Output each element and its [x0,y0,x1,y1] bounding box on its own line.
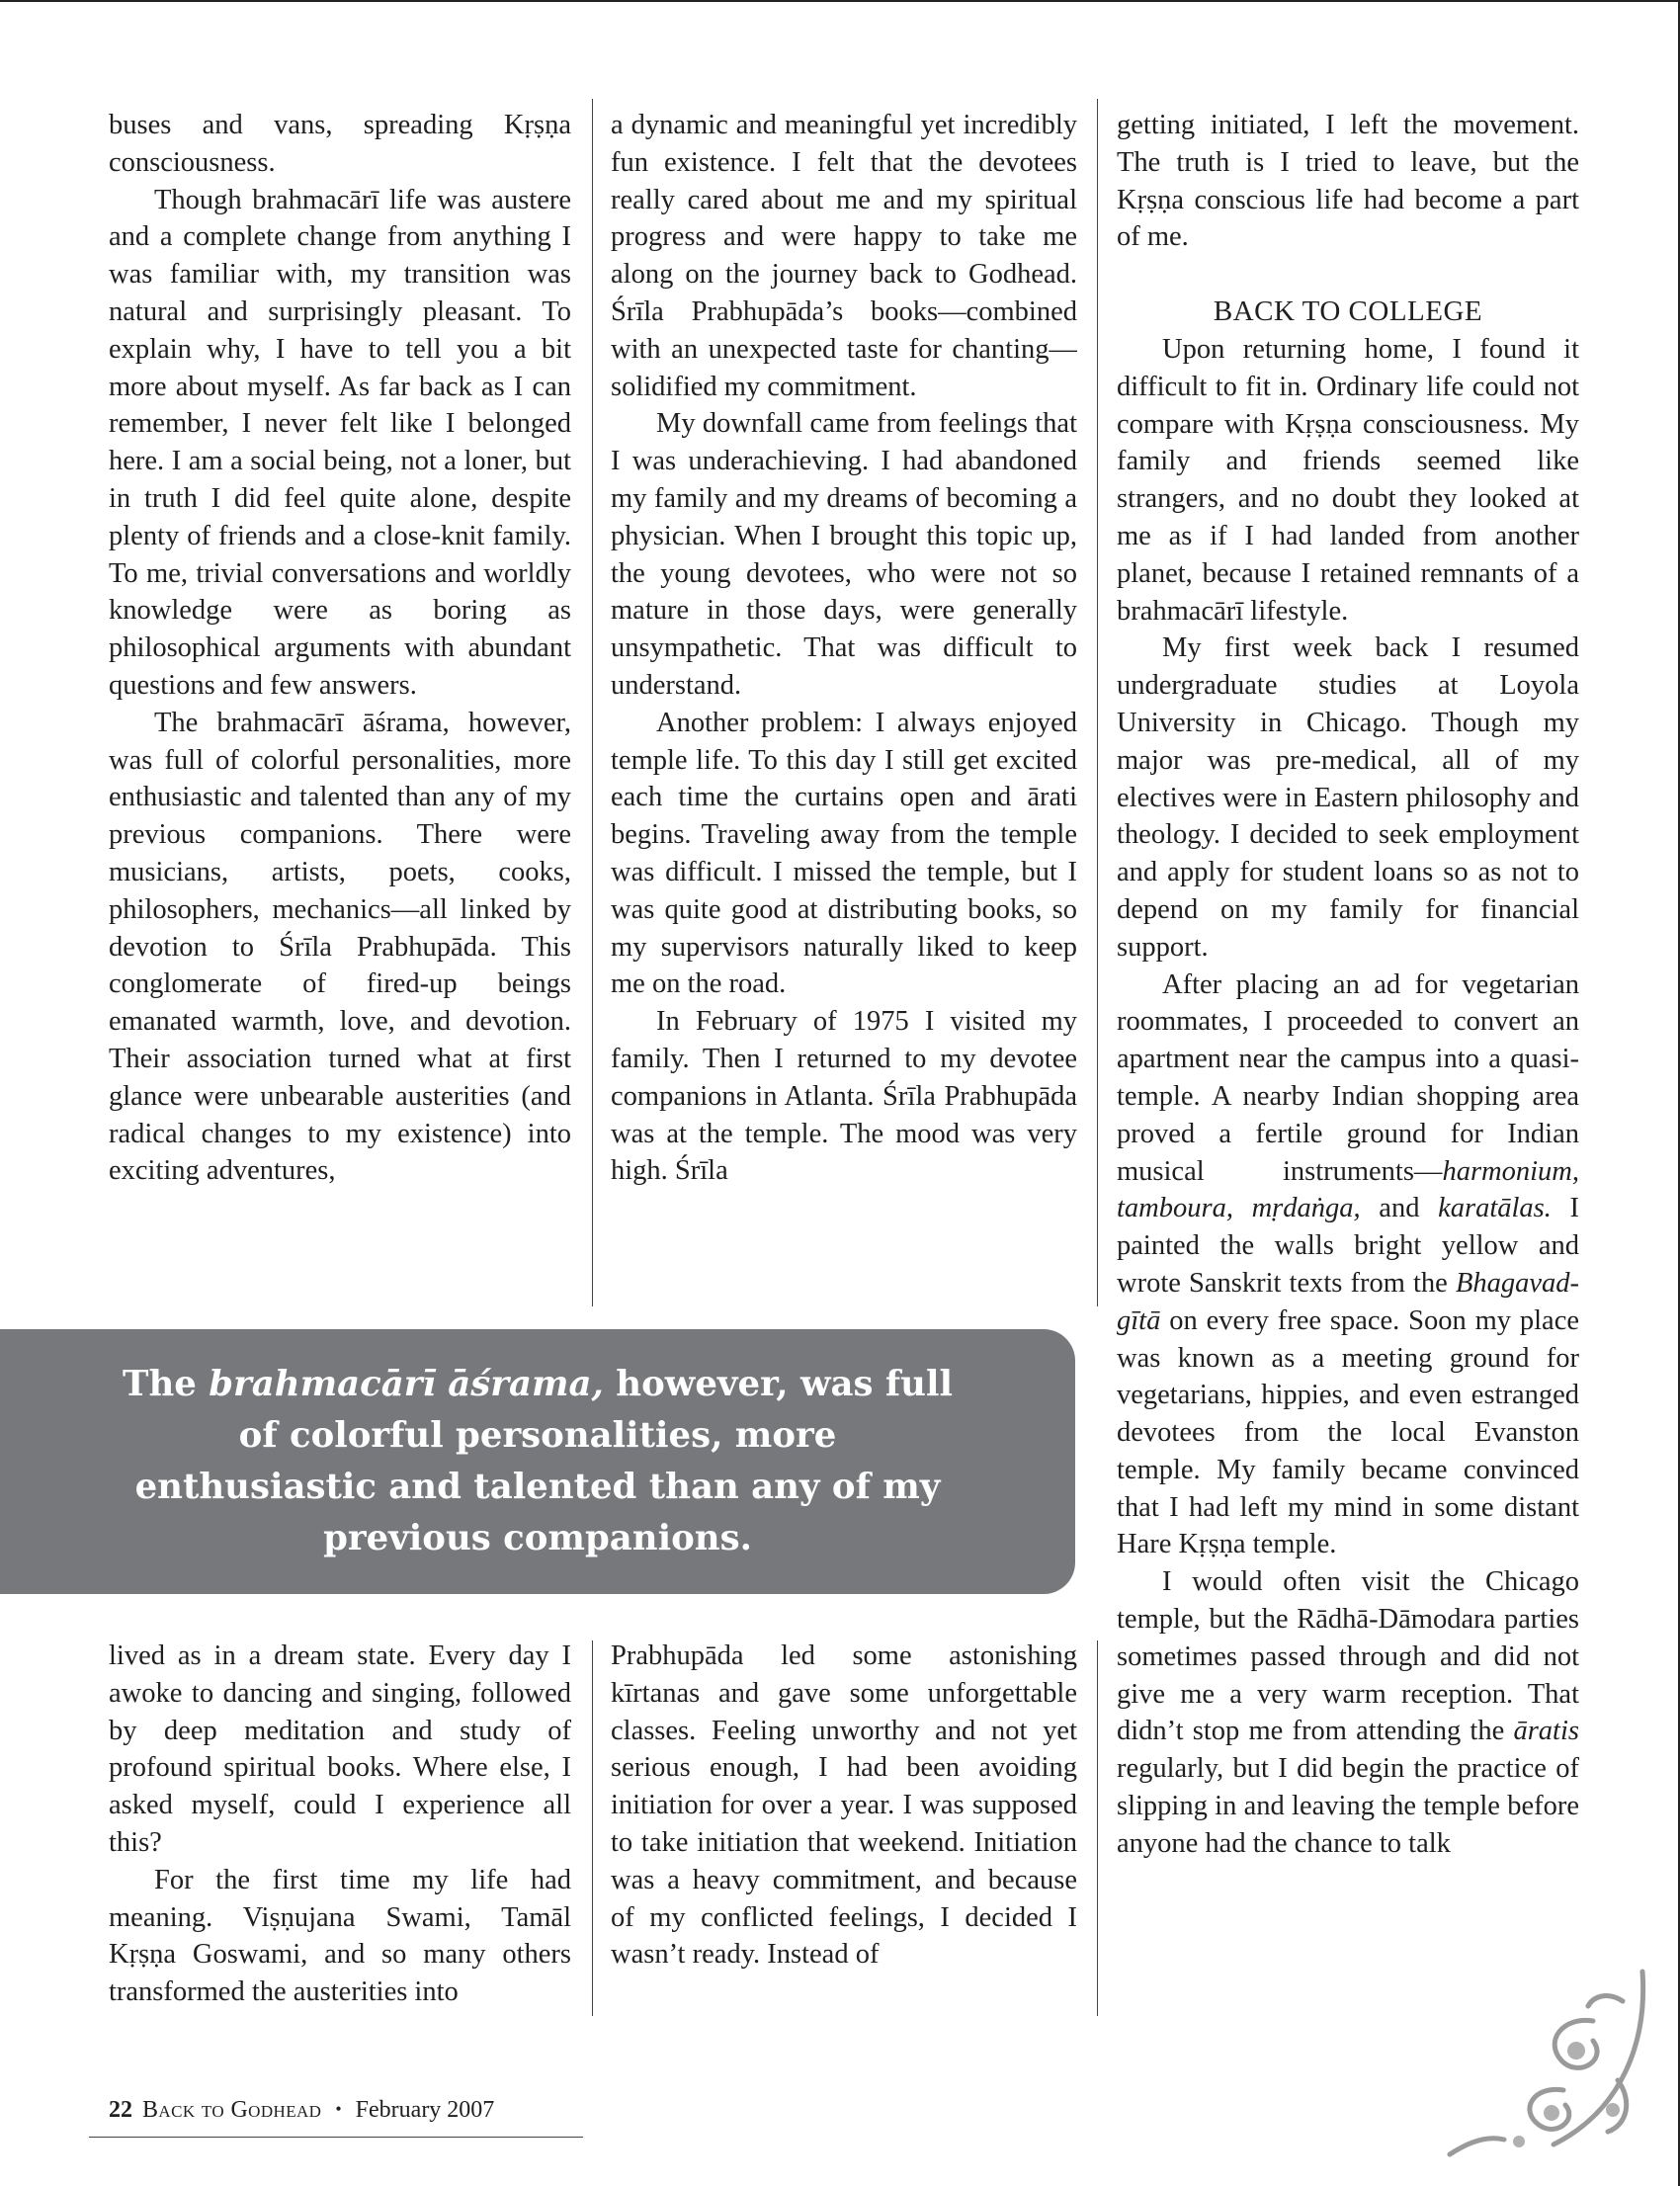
pull-quote-text: The brahmacārī āśrama, however, was full of colorful personalities, more enthusiastic and talented than any of my previous companions. [123,1364,953,1558]
paragraph: Another problem: I always enjoyed temple life. To this day I still get excited each time the curtains open and ārati begins. Traveling away from the temple was difficult. I missed the temple, but I was quite good at distributing books, so my supervisors naturally liked to keep me on the road. [611,707,1077,1000]
page-footer [109,2097,494,2137]
column-rule [592,1640,593,2016]
italic-term: harmonium, tamboura, mṛdaṅga, [1117,1155,1579,1224]
paragraph: For the first time my life had meaning. Viṣṇujana Swami, Tamāl Kṛṣṇa Goswami, and so many others transformed the austerities into [109,1864,571,2008]
paragraph: a dynamic and meaningful yet incredibly fun existence. I felt that the devotees really cared about me and my spiritual progress and were happy to take me along on the journey back to Godhead. Śrīla Prabhupāda’s books—combined with an unexpected taste for chanting—solidified my commitment. [611,110,1077,402]
paragraph: Upon returning home, I found it difficult to fit in. Ordinary life could not compare with Kṛṣṇa consciousness. My family and friends seemed like strangers, and no doubt they looked at me as if I had landed from another planet, because I retained remnants of a brahmacārī lifestyle. [1117,333,1579,627]
paragraph: After placing an ad for vegetarian roommates, I proceeded to convert an apartment near the campus into a quasi-temple. A nearby Indian shopping area proved a fertile ground for Indian musical instruments—harmonium, tamboura, mṛdaṅga, and karatālas. I painted the walls bright yellow and wrote Sanskrit texts from the Bhagavad-gītā on every free space. Soon my place was known as a meeting ground for vegetarians, hippies, and even estranged devotees from the local Evanston temple. My family became convinced that I had left my mind in some distant Hare Kṛṣṇa temple. [1117,968,1579,1560]
issue-date: February 2007 [355,2097,495,2123]
column-3 [1117,107,1579,2020]
floral-ornament-icon [1445,1962,1652,2159]
column-rule [1097,99,1098,1306]
paragraph: Prabhupāda led some astonishing kīrtanas and gave some unforgettable classes. Feeling unworthy and not yet serious enough, I had been avoiding initiation for over a year. I was supposed to take initiation that weekend. Initiation was a heavy commitment, and because of my conflicted feelings, I decided I wasn’t ready. Instead of [611,1640,1077,1971]
paragraph: In February of 1975 I visited my family. Then I returned to my devotee companions in Atlanta. Śrīla Prabhupāda was at the temple. The mood was very high. Śrīla [611,1006,1077,1187]
column-1-top [109,107,571,1314]
paragraph: My downfall came from feelings that I was underachieving. I had abandoned my family and my dreams of becoming a physician. When I brought this topic up, the young devotees, who were not so mature in those days, were generally unsympathetic. That was difficult to understand. [611,408,1077,701]
column-2-top [611,107,1077,1314]
pull-quote [0,1329,1075,1594]
italic-term: Bhagavad-gītā [1117,1267,1579,1336]
italic-term: karatālas. [1438,1193,1552,1224]
footer-rule [89,2137,583,2138]
paragraph: getting initiated, I left the movement. The truth is I tried to leave, but the Kṛṣṇa conscious life had become a part of me. [1117,110,1579,253]
paragraph: The brahmacārī āśrama, however, was full of colorful personalities, more enthusiastic and talented than any of my previous companions. There were musicians, artists, poets, cooks, philosophers, mechanics—all linked by devotion to Śrīla Prabhupāda. This conglomerate of fired-up beings emanated warmth, love, and devotion. Their association turned what at first glance were unbearable austerities (and radical changes to my existence) into exciting adventures, [109,707,571,1187]
paragraph: buses and vans, spreading Kṛṣṇa consciousness. [109,110,571,178]
paragraph: My first week back I resumed undergraduate studies at Loyola University in Chicago. Though my major was pre-medical, all of my electives were in Eastern philosophy and theology. I decided to seek employment and apply for student loans so as not to depend on my family for financial support. [1117,632,1579,963]
column-rule [1097,1640,1098,2016]
paragraph: lived as in a dream state. Every day I awoke to dancing and singing, followed by deep meditation and study of profound spiritual books. Where else, I asked myself, could I experience all this? [109,1640,571,1858]
column-1-bottom [109,1638,571,2013]
magazine-title: Back to Godhead [142,2097,322,2123]
pull-quote-italic: brahmacārī āśrama, [209,1364,604,1404]
column-2-bottom [611,1638,1077,2013]
section-heading: BACK TO COLLEGE [1213,295,1483,328]
footer-bullet: • [335,2099,342,2119]
paragraph: Though brahmacārī life was austere and a complete change from anything I was familiar with, my transition was natural and surprisingly pleasant. To explain why, I have to tell you a bit more about myself. As far back as I can remember, I never felt like I belonged here. I am a social being, not a loner, but in truth I did feel quite alone, despite plenty of friends and a close-knit family. To me, trivial conversations and worldly knowledge were as boring as philosophical arguments with abundant questions and few answers. [109,184,571,701]
italic-term: āratis [1513,1716,1579,1747]
page-number: 22 [109,2097,132,2123]
paragraph: I would often visit the Chicago temple, but the Rādhā-Dāmodara parties sometimes passed through and did not give me a very warm reception. That didn’t stop me from attending the āratis regularly, but I did begin the practice of slipping in and leaving the temple before anyone had the chance to talk [1117,1566,1579,1859]
column-rule [592,99,593,1306]
page-border-top [0,0,1680,2]
